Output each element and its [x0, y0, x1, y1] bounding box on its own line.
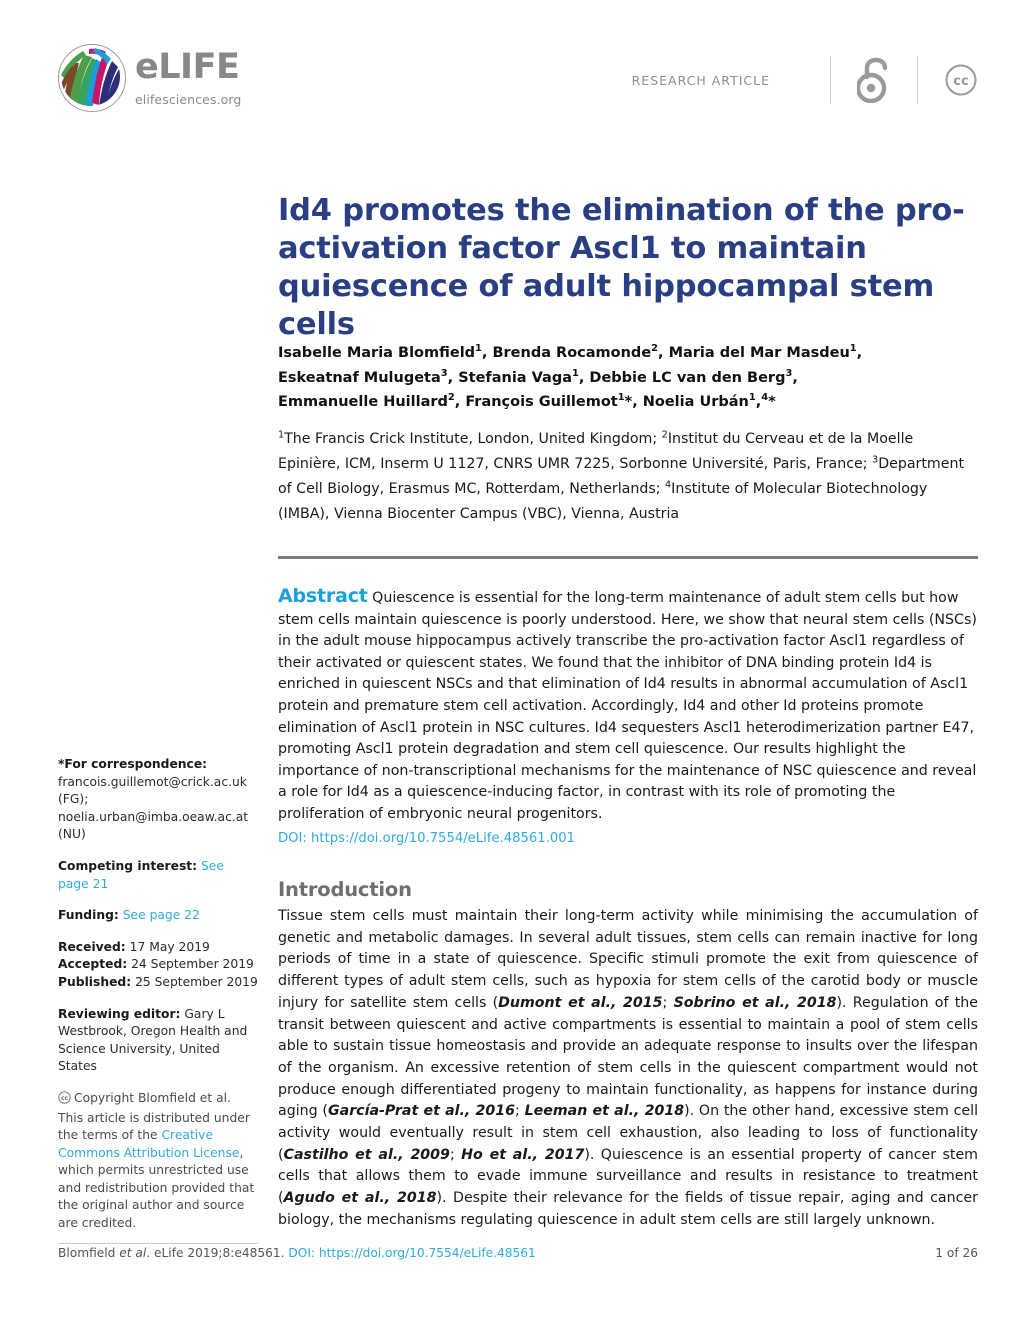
page-header [58, 44, 978, 124]
copyright-text-b: , which permits unrestricted use and redistribution provided that the original author and source are credited. [58, 1145, 255, 1231]
published-value: 25 September 2019 [135, 974, 258, 989]
footer-citation-a: Blomfield [58, 1246, 120, 1260]
divider [917, 56, 918, 104]
elife-wordmark: eLIFE [135, 46, 240, 87]
citation-agudo[interactable]: Agudo et al., 2018 [283, 1190, 437, 1207]
creative-commons-icon [58, 1091, 71, 1110]
copyright-text-a: Copyright Blomfield et al. This article is distributed under the terms of the [58, 1090, 250, 1143]
citation-castilho[interactable]: Castilho et al., 2009 [283, 1146, 450, 1163]
author-line: Eskeatnaf Mulugeta$^3$, Stefania Vaga$^1$, Debbie LC van den Berg$^3$, [278, 367, 798, 386]
sidebar-divider [58, 1243, 258, 1244]
accepted-label: Accepted: [58, 957, 128, 972]
intro-text: ). Despite their relevance for the fields of tissue repair, aging and cancer biology, the mechanisms regulating quiescence in adult stem cells are still largely unknown. [278, 1190, 978, 1228]
footer-citation [58, 1246, 536, 1260]
correspondence-email-1[interactable]: francois.guillemot@crick.ac.uk [58, 774, 247, 789]
funding-label: Funding: [58, 908, 119, 923]
correspondence-label: *For correspondence: [58, 757, 208, 771]
citation-ho[interactable]: Ho et al., 2017 [461, 1146, 585, 1163]
elife-logo-mark-icon [58, 44, 126, 112]
author-list [278, 341, 978, 415]
reviewing-editor-label: Reviewing editor: [58, 1006, 181, 1021]
competing-interest-block [58, 858, 258, 893]
divider [830, 56, 831, 104]
intro-text: ). Regulation of the transit between quiescent and active compartments is essential to maintain a pool of stem cells able to sustain tissue homeostasis and provide an adequate response to insults over the lifespan of the organism. An excessive retention of stem cells in the quiescent compartment would not produce enough differentiated progeny to maintain functionality, as happens for instance during aging ( [278, 994, 978, 1120]
correspondence-email-2[interactable]: noelia.urban@imba.oeaw.ac.at [58, 809, 249, 824]
elife-logo[interactable] [58, 44, 241, 112]
introduction-body [278, 906, 978, 1232]
citation-separator: ; [515, 1103, 525, 1120]
section-divider [278, 556, 978, 559]
citation-dumont[interactable]: Dumont et al., 2015 [498, 994, 663, 1011]
page-title: Id4 promotes the elimination of the pro-activation factor Ascl1 to maintain quiescence of adult hippocampal stem cells [278, 193, 965, 343]
correspondence-email-1-tag: (FG); [58, 792, 89, 807]
affiliations: $^1$The Francis Crick Institute, London, United Kingdom; $^2$Institut du Cerveau et de la Moelle Epinière, ICM, Inserm U 1127, CNRS UMR 7225, Sorbonne Université, Paris, France; $^3$Department of Cell Biology, Erasmus MC, Rotterdam, Netherlands; $^4$Institute of Molecular Biotechnology (IMBA), Vienna Biocenter Campus (VBC), Vienna, Austria [278, 429, 965, 522]
footer-doi-link[interactable]: DOI: https://doi.org/10.7554/eLife.48561 [288, 1246, 536, 1260]
received-row [58, 939, 258, 957]
reviewing-editor-block [58, 1006, 258, 1076]
correspondence-block [58, 756, 258, 844]
abstract-section [278, 586, 978, 849]
author-line: Isabelle Maria Blomfield$^1$, Brenda Rocamonde$^2$, Maria del Mar Masdeu$^1$, [278, 343, 863, 361]
received-value: 17 May 2019 [129, 939, 210, 954]
citation-separator: ; [449, 1146, 462, 1163]
published-label: Published: [58, 974, 132, 989]
correspondence-email-2-tag: (NU) [58, 827, 86, 842]
citation-garcia-prat[interactable]: García-Prat et al., 2016 [327, 1103, 515, 1120]
competing-interest-link[interactable]: See page 21 [58, 858, 224, 891]
open-lock-icon [857, 57, 891, 103]
abstract-text: Quiescence is essential for the long-term maintenance of adult stem cells but how stem cells maintain quiescence is poorly understood. Here, we show that neural stem cells (NSCs) in the adult mouse hippocampus actively transcribe the pro-activation factor Ascl1 regardless of their activated or quiescent states. We found that the inhibitor of DNA binding protein Id4 is enriched in quiescent NSCs and that elimination of Id4 results in abnormal accumulation of Ascl1 protein and premature stem cell activation. Accordingly, Id4 and other Id proteins promote elimination of Ascl1 protein in NSC cultures. Id4 sequesters Ascl1 heterodimerization partner E47, promoting Ascl1 protein degradation and stem cell quiescence. Our results highlight the importance of non-transcriptional mechanisms for the maintenance of NSC quiescence and reveal a role for Id4 as a quiescence-inducing factor, in contrast with its role of promoting the proliferation of embryonic neural progenitors. [278, 590, 977, 822]
page-number: 1 of 26 [935, 1246, 978, 1260]
footer-citation-b: . eLife 2019;8:e48561. [146, 1246, 289, 1260]
elife-url: elifesciences.org [135, 91, 242, 107]
author-line: Emmanuelle Huillard$^2$, François Guillemot$^1$*, Noelia Urbán$^1$,$^4$* [278, 392, 776, 410]
accepted-row [58, 956, 258, 974]
citation-sobrino[interactable]: Sobrino et al., 2018 [673, 994, 837, 1011]
creative-commons-icon [944, 63, 978, 97]
competing-interest-label: Competing interest: [58, 858, 198, 873]
footer-citation-italic: et al [119, 1246, 147, 1260]
published-row [58, 974, 258, 992]
received-label: Received: [58, 939, 126, 954]
citation-leeman[interactable]: Leeman et al., 2018 [524, 1103, 685, 1120]
intro-text: ). On the other hand, excessive stem cell activity would eventually result in stem cell exhaustion, also leading to loss of functionality ( [278, 1103, 979, 1163]
copyright-block [58, 1090, 258, 1244]
dates-block [58, 939, 258, 992]
intro-text: ). Quiescence is an essential property of cancer stem cells that allows them to evade immune surveillance and results in resistance to treatment ( [278, 1146, 979, 1207]
funding-block [58, 907, 258, 925]
abstract-heading: Abstract [278, 585, 368, 607]
svg-text:cc: cc [60, 1094, 69, 1102]
introduction-heading: Introduction [278, 878, 412, 901]
abstract-doi-link[interactable]: DOI: https://doi.org/10.7554/eLife.48561.001 [278, 830, 576, 846]
page-footer [58, 1246, 978, 1260]
article-sidebar [58, 756, 258, 1258]
funding-link[interactable]: See page 22 [122, 908, 200, 923]
citation-separator: ; [662, 994, 674, 1011]
reviewing-editor-value: Gary L Westbrook, Oregon Health and Science University, United States [58, 1006, 248, 1074]
intro-text: Tissue stem cells must maintain their long-term activity while minimising the accumulation of genetic and metabolic damages. In several adult tissues, stem cells can remain inactive for long periods of time in a state of quiescence. Specific stimuli promote the exit from quiescence of different types of adult stem cells, such as hypoxia for stem cells of the carotid body or muscle injury for satellite stem cells ( [278, 908, 978, 1011]
svg-text:cc: cc [953, 74, 969, 89]
header-badges [632, 52, 978, 108]
accepted-value: 24 September 2019 [131, 957, 254, 972]
cc-license-link[interactable]: Creative Commons Attribution License [58, 1128, 240, 1160]
article-type-label: RESEARCH ARTICLE [631, 72, 770, 88]
